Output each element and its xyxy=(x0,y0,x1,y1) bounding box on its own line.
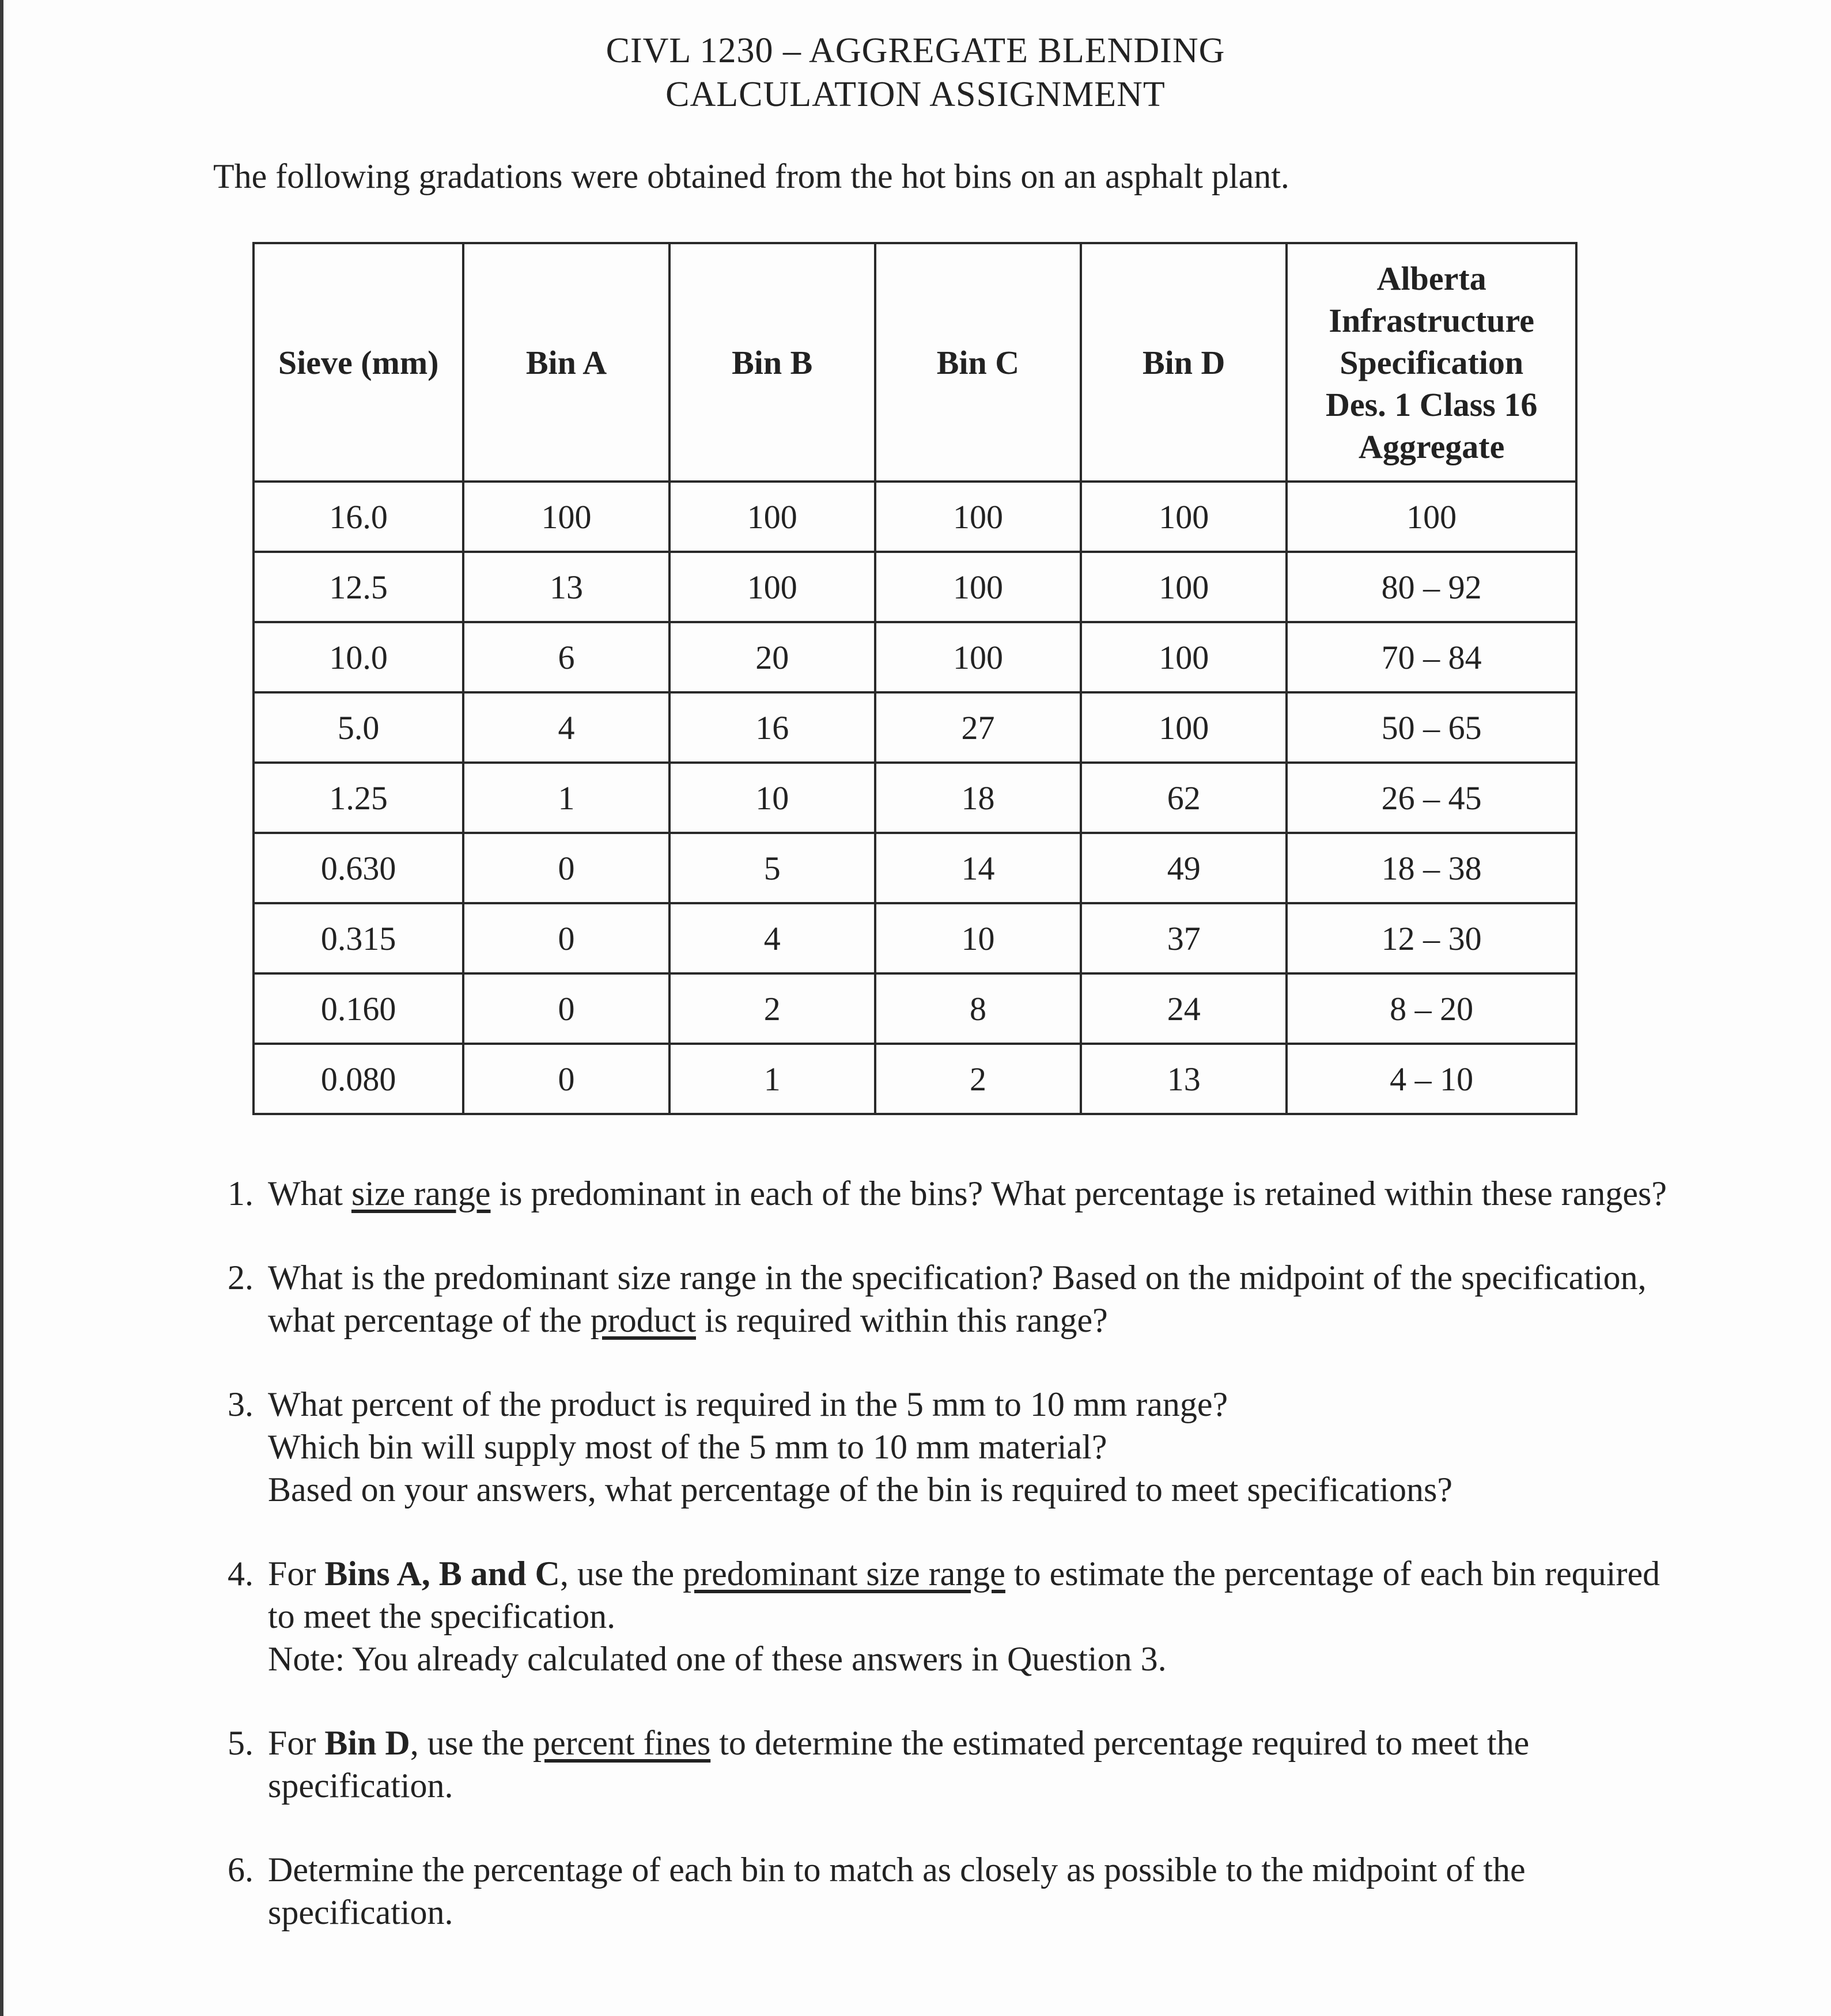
table-header-row xyxy=(254,243,1576,482)
bin-d-cell: 100 xyxy=(1081,692,1287,763)
spec-header-line: Infrastructure xyxy=(1329,301,1534,339)
bin-c-cell: 14 xyxy=(875,833,1081,903)
bin-c-cell: 2 xyxy=(875,1044,1081,1114)
bin-d-cell: 37 xyxy=(1081,903,1287,973)
question-5 xyxy=(262,1722,1679,1807)
sieve-cell: 0.160 xyxy=(254,973,463,1044)
bin-b-cell: 16 xyxy=(669,692,875,763)
header-bin-a: Bin A xyxy=(463,243,669,482)
table-row xyxy=(254,622,1576,692)
intro-text: The following gradations were obtained from the hot bins on an asphalt plant. xyxy=(213,157,1289,195)
bin-d-cell: 13 xyxy=(1081,1044,1287,1114)
bin-d-cell: 62 xyxy=(1081,763,1287,833)
question-text: What is the predominant size range in the specification? Based on the midpoint of the specification, what percentage of the xyxy=(268,1259,1647,1339)
question-4 xyxy=(262,1552,1679,1680)
spec-cell: 4 – 10 xyxy=(1287,1044,1576,1114)
bin-c-cell: 18 xyxy=(875,763,1081,833)
header-bin-c: Bin C xyxy=(875,243,1081,482)
header-bin-d: Bin D xyxy=(1081,243,1287,482)
sieve-cell: 0.630 xyxy=(254,833,463,903)
question-text: For xyxy=(268,1724,325,1762)
bin-b-cell: 2 xyxy=(669,973,875,1044)
question-text: is required within this range? xyxy=(696,1301,1108,1339)
question-text: For xyxy=(268,1555,325,1593)
bin-b-cell: 100 xyxy=(669,552,875,622)
bin-a-cell: 1 xyxy=(463,763,669,833)
sieve-cell: 5.0 xyxy=(254,692,463,763)
sieve-cell: 0.315 xyxy=(254,903,463,973)
bin-a-cell: 0 xyxy=(463,903,669,973)
bold-term: Bins A, B and C xyxy=(324,1555,560,1593)
bin-b-cell: 20 xyxy=(669,622,875,692)
table-row xyxy=(254,973,1576,1044)
spec-cell: 100 xyxy=(1287,482,1576,552)
question-text: Determine the percentage of each bin to match as closely as possible to the midpoint of the specification. xyxy=(268,1851,1526,1931)
table-row xyxy=(254,482,1576,552)
question-text: to determine the estimated percentage required to meet the specification. xyxy=(268,1724,1530,1805)
bin-b-cell: 5 xyxy=(669,833,875,903)
sieve-cell: 12.5 xyxy=(254,552,463,622)
table-row xyxy=(254,692,1576,763)
bin-b-cell: 100 xyxy=(669,482,875,552)
question-text: Based on your answers, what percentage of the bin is required to meet specifications? xyxy=(268,1471,1452,1509)
table-row xyxy=(254,1044,1576,1114)
question-list xyxy=(202,1172,1679,1975)
spec-header-line: Alberta xyxy=(1376,259,1486,297)
bold-term: Bin D xyxy=(324,1724,410,1762)
spec-cell: 80 – 92 xyxy=(1287,552,1576,622)
spec-cell: 70 – 84 xyxy=(1287,622,1576,692)
spec-header-line: Specification xyxy=(1340,343,1524,381)
question-text: What xyxy=(268,1174,351,1212)
sieve-cell: 0.080 xyxy=(254,1044,463,1114)
bin-a-cell: 0 xyxy=(463,973,669,1044)
bin-c-cell: 100 xyxy=(875,552,1081,622)
bin-c-cell: 8 xyxy=(875,973,1081,1044)
spec-cell: 50 – 65 xyxy=(1287,692,1576,763)
gradation-table xyxy=(252,242,1577,1115)
question-3 xyxy=(262,1383,1679,1511)
question-1 xyxy=(262,1172,1679,1215)
question-text: 3. What percent of the product is required in the 5 mm to 10 mm range? xyxy=(268,1385,1228,1423)
header-sieve: Sieve (mm) xyxy=(254,243,463,482)
sieve-cell: 10.0 xyxy=(254,622,463,692)
bin-a-cell: 6 xyxy=(463,622,669,692)
spec-header-line: Aggregate xyxy=(1358,427,1505,465)
underlined-term: predominant size range xyxy=(683,1555,1005,1593)
question-6 xyxy=(262,1848,1679,1934)
bin-d-cell: 100 xyxy=(1081,552,1287,622)
spec-cell: 26 – 45 xyxy=(1287,763,1576,833)
bin-d-cell: 24 xyxy=(1081,973,1287,1044)
spec-cell: 12 – 30 xyxy=(1287,903,1576,973)
question-2 xyxy=(262,1256,1679,1342)
header-specification xyxy=(1287,243,1576,482)
underlined-term: size range xyxy=(351,1174,491,1212)
table-row xyxy=(254,833,1576,903)
sieve-cell: 16.0 xyxy=(254,482,463,552)
sieve-cell: 1.25 xyxy=(254,763,463,833)
bin-a-cell: 100 xyxy=(463,482,669,552)
title-line-2: CALCULATION ASSIGNMENT xyxy=(665,75,1166,114)
bin-a-cell: 13 xyxy=(463,552,669,622)
spec-cell: 8 – 20 xyxy=(1287,973,1576,1044)
bin-c-cell: 27 xyxy=(875,692,1081,763)
bin-b-cell: 4 xyxy=(669,903,875,973)
bin-b-cell: 10 xyxy=(669,763,875,833)
bin-c-cell: 100 xyxy=(875,482,1081,552)
question-text: , use the xyxy=(410,1724,534,1762)
underlined-term: percent fines xyxy=(533,1724,711,1762)
header-bin-b: Bin B xyxy=(669,243,875,482)
underlined-term: product xyxy=(590,1301,696,1339)
bin-d-cell: 100 xyxy=(1081,482,1287,552)
bin-a-cell: 4 xyxy=(463,692,669,763)
spec-header-line: Des. 1 Class 16 xyxy=(1326,385,1538,423)
question-text: Which bin will supply most of the 5 mm to 10 mm material? xyxy=(268,1428,1107,1466)
question-text: to estimate the percentage of each bin required to meet the specification. xyxy=(268,1555,1660,1635)
question-text: , use the xyxy=(559,1555,683,1593)
page-edge-shadow xyxy=(0,0,3,2016)
table-row xyxy=(254,903,1576,973)
title-line-1: CIVL 1230 – AGGREGATE BLENDING xyxy=(606,31,1225,70)
bin-a-cell: 0 xyxy=(463,833,669,903)
question-text: is predominant in each of the bins? What percentage is retained within these ranges? xyxy=(490,1174,1667,1212)
table-row xyxy=(254,763,1576,833)
bin-c-cell: 100 xyxy=(875,622,1081,692)
table-row xyxy=(254,552,1576,622)
bin-a-cell: 0 xyxy=(463,1044,669,1114)
spec-cell: 18 – 38 xyxy=(1287,833,1576,903)
question-note: Note: You already calculated one of these answers in Question 3. xyxy=(268,1640,1167,1678)
bin-d-cell: 49 xyxy=(1081,833,1287,903)
bin-c-cell: 10 xyxy=(875,903,1081,973)
bin-b-cell: 1 xyxy=(669,1044,875,1114)
bin-d-cell: 100 xyxy=(1081,622,1287,692)
document-title xyxy=(0,29,1831,116)
